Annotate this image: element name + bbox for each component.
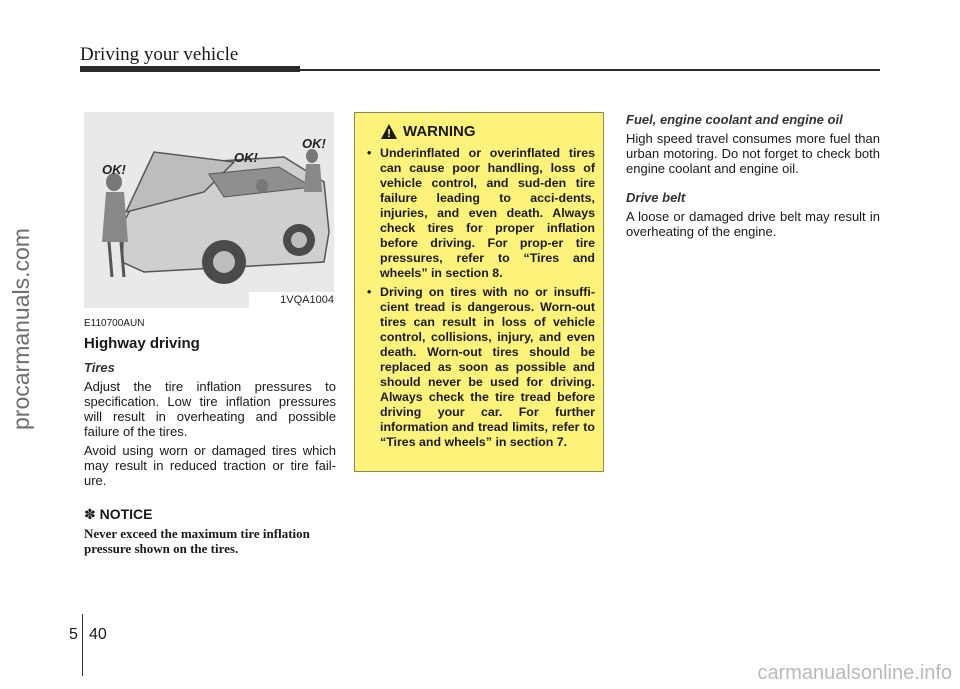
section-number: 5 [69,626,78,643]
header-rule-thick [80,66,300,72]
header-rule-thin [300,69,880,71]
page-number-divider [82,614,83,676]
ok-callout: OK! [302,136,326,151]
car-illustration [84,112,334,308]
warning-list [367,146,595,450]
figure-code: 1VQA1004 [249,292,334,308]
side-watermark[interactable]: procarmanuals.com [8,228,34,430]
bottom-watermark[interactable]: carmanualsonline.info [757,662,952,684]
page-number: 40 [89,626,107,643]
warning-item-text: Driving on tires with no or insuffi-cient tread is dangerous. Worn-out tires can result in loss of vehicle control, collisions, injury, and even death. Worn-out tires should be replaced as soon as possible and should never be used for driving. Always check the tire tread before driving your car. For further information and tread limits, refer to “Tires and wheels” in section 7. [380,285,595,449]
section-heading: Highway driving [84,335,200,352]
paragraph: High speed travel consumes more fuel than urban motoring. Do not forget to check both engine coolant and engine oil. [626,131,880,176]
paragraph: Avoid using worn or damaged tires which may result in reduced traction or tire fail-ure. [84,443,336,488]
warning-title: WARNING [403,123,476,140]
subheading-drive-belt: Drive belt [626,190,686,205]
warning-box [354,112,604,472]
section-code: E110700AUN [84,318,145,329]
right-column [626,112,880,239]
warning-header [381,123,595,140]
page-header-title: Driving your vehicle [80,44,239,65]
suv-engine-check-icon [84,112,334,308]
notice-title: ✽ NOTICE [84,506,153,522]
subheading-fuel: Fuel, engine coolant and engine oil [626,112,843,127]
subheading-tires: Tires [84,360,115,375]
ok-callout: OK! [102,162,126,177]
paragraph: A loose or damaged drive belt may result in overheating of the engine. [626,209,880,239]
paragraph: Adjust the tire inflation pressures to specification. Low tire inflation pressures will result in overheating and possible failure of the tires. [84,379,336,439]
ok-callout: OK! [234,150,258,165]
left-column [84,112,336,556]
warning-item: • Driving on tires with no or insuffi-cient tread is dangerous. Worn-out tires can result in loss of vehicle control, collisions, injury, and even death. Worn-out tires should be replaced as soon as possible and should never be used for driving. Always check the tire tread before driving your car. For further information and tread limits, refer to “Tires and wheels” in section 7. [367,285,595,449]
warning-item-text: Underinflated or overinflated tires can cause poor handling, loss of vehicle control, and sud-den tire failure leading to acci-dents, injuries, and even death. Always check tires for proper inflation before driving. For prop-er tire pressures, refer to “Tires and wheels” in section 8. [380,146,595,280]
warning-triangle-icon [381,124,397,139]
warning-item: • Underinflated or overinflated tires can cause poor handling, loss of vehicle control, and sud-den tire failure leading to acci-dents, injuries, and even death. Always check tires for proper inflation before driving. For prop-er tire pressures, refer to “Tires and wheels” in section 8. [367,146,595,280]
notice-text: Never exceed the maximum tire inflation pressure shown on the tires. [84,526,310,556]
